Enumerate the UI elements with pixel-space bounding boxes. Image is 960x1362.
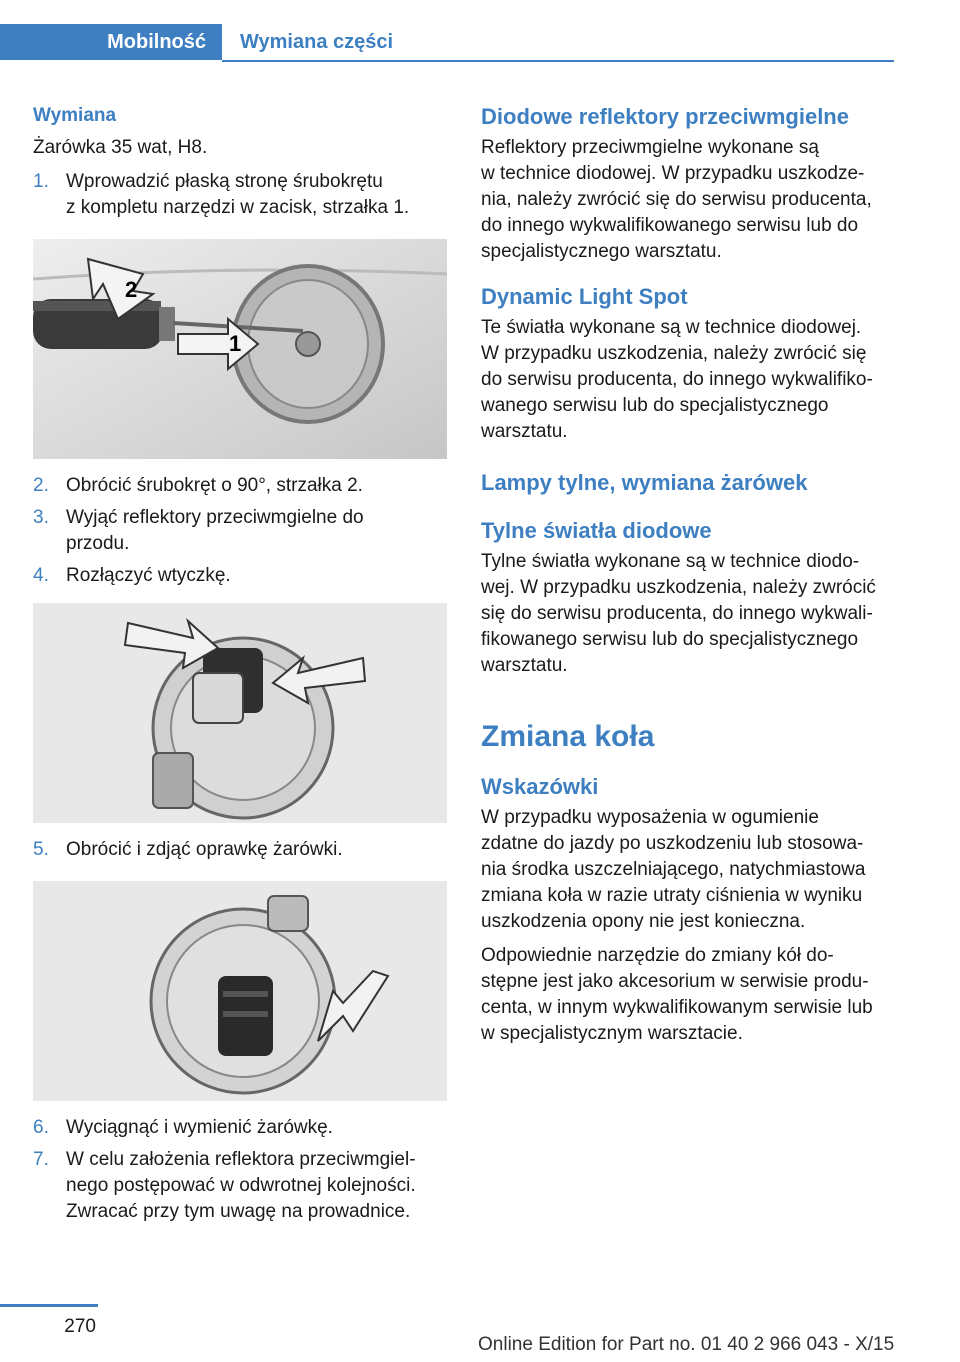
page-number: 270 xyxy=(64,1316,96,1337)
footer-rule xyxy=(0,1304,98,1307)
dynamic-light-spot-text: Te światła wykonane są w technice diodowej. W przypadku uszkodzenia, należy zwrócić się do serwisu producenta, do innego wykwalifiko‐ wanego serwisu lub do specjalistycznego warsztatu. xyxy=(481,317,873,442)
rear-lights-heading: Lampy tylne, wymiana żarówek xyxy=(481,470,808,495)
screwdriver-illustration xyxy=(33,239,447,459)
step-5: 5. Obrócić i zdjąć oprawkę żarówki. xyxy=(33,839,343,860)
wheel-change-heading: Zmiana koła xyxy=(481,720,655,753)
figure-plug xyxy=(33,603,447,823)
steps-3 xyxy=(33,837,447,863)
subsection-tab: Wymiana części xyxy=(240,31,394,53)
steps-4 xyxy=(33,1115,447,1225)
step-7: 7. W celu założenia reflektora przeciwmgiel‐ nego postępować w odwrotnej kolejności. Zwracać przy tym uwagę na prowadnice. xyxy=(33,1149,416,1222)
page-header xyxy=(0,24,894,62)
led-fog-lights-text: Reflektory przeciwmgielne wykonane są w technice diodowej. W przypadku uszkodze‐ nia, należy zwrócić się do serwisu producenta, do innego wykwalifikowanego serwisu lub do specjalistycznego warsztatu. xyxy=(481,137,872,262)
notes-paragraph-1: W przypadku wyposażenia w ogumienie zdatne do jazdy po uszkodzeniu lub stosowa‐ nia środka uszczelniającego, natychmiastowa zmiana koła w razie utraty ciśnienia w wyniku uszkodzenia opony nie jest konieczna. xyxy=(481,807,866,932)
arrow-label-2: 2 xyxy=(125,277,138,302)
step-2: 2. Obrócić śrubokręt o 90°, strzałka 2. xyxy=(33,475,363,496)
step-3: 3. Wyjąć reflektory przeciwmgielne do przodu. xyxy=(33,507,364,554)
section-tab: Mobilność xyxy=(0,24,222,60)
left-column xyxy=(33,103,447,1225)
arrow-label-1: 1 xyxy=(229,331,242,356)
figure-bulb-holder xyxy=(33,881,447,1101)
replacement-heading: Wymiana xyxy=(33,105,117,126)
rear-led-heading: Tylne światła diodowe xyxy=(481,518,712,543)
led-fog-lights-heading: Diodowe reflektory przeciwmgielne xyxy=(481,104,849,129)
notes-paragraph-2: Odpowiednie narzędzie do zmiany kół do‐ stępne jest jako akcesorium w serwisie produ‐ centa, w innym wykwalifikowanym serwisie lub w specjalistycznym warsztacie. xyxy=(481,945,873,1044)
dynamic-light-spot-heading: Dynamic Light Spot xyxy=(481,284,688,309)
right-column xyxy=(481,103,901,1047)
steps-2 xyxy=(33,473,447,589)
notes-heading: Wskazówki xyxy=(481,774,599,799)
bulb-spec: Żarówka 35 wat, H8. xyxy=(33,137,208,158)
figure-screwdriver xyxy=(33,239,447,459)
rear-led-text: Tylne światła wykonane są w technice diodo‐ wej. W przypadku uszkodzenia, należy zwrócić się do serwisu producenta, do innego wykwali‐ fikowanego serwisu lub do specjalistycznego warsztatu. xyxy=(481,551,876,676)
step-4: 4. Rozłączyć wtyczkę. xyxy=(33,565,231,586)
step-1: 1. Wprowadzić płaską stronę śrubokrętu z kompletu narzędzi w zacisk, strzałka 1. xyxy=(33,171,410,218)
steps-1 xyxy=(33,169,447,221)
edition-text: Online Edition for Part no. 01 40 2 966 043 - X/15 xyxy=(478,1334,895,1355)
bulb-holder-illustration xyxy=(33,881,447,1101)
plug-illustration xyxy=(33,603,447,823)
step-6: 6. Wyciągnąć i wymienić żarówkę. xyxy=(33,1117,333,1138)
header-rule xyxy=(222,60,894,62)
